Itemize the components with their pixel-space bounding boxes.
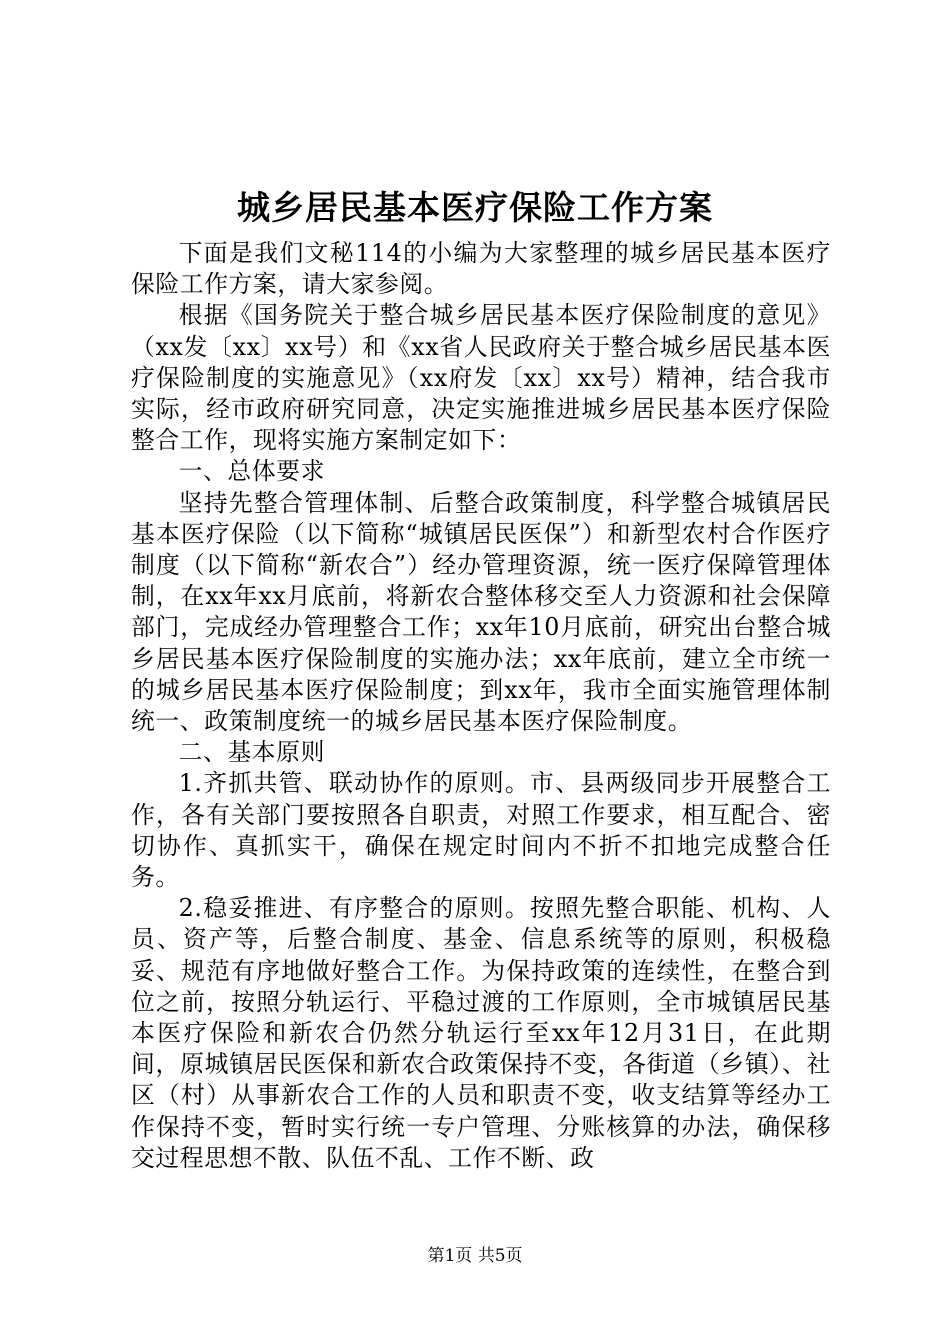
page-number-footer: 第1页 共5页 <box>427 1246 523 1266</box>
paragraph-overall-requirements: 坚持先整合管理体制、后整合政策制度，科学整合城镇居民基本医疗保险（以下简称“城镇居民医保”）和新型农村合作医疗制度（以下简称“新农合”）经办管理资源，统一医疗保障管理体制，在xx年xx月底前，将新农合整体移交至人力资源和社会保障部门，完成经办管理整合工作；xx年10月底前，研究出台整合城乡居民基本医疗保险制度的实施办法；xx年底前，建立全市统一的城乡居民基本医疗保险制度；到xx年，我市全面实施管理体制统一、政策制度统一的城乡居民基本医疗保险制度。 <box>131 488 831 736</box>
paragraph-principle-2: 2.稳妥推进、有序整合的原则。按照先整合职能、机构、人员、资产等，后整合制度、基金、信息系统等的原则，积极稳妥、规范有序地做好整合工作。为保持政策的连续性，在整合到位之前，按照分轨运行、平稳过渡的工作原则，全市城镇居民基本医疗保险和新农合仍然分轨运行至xx年12月31日，在此期间，原城镇居民医保和新农合政策保持不变，各街道（乡镇）、社区（村）从事新农合工作的人员和职责不变，收支结算等经办工作保持不变，暂时实行统一专户管理、分账核算的办法，确保移交过程思想不散、队伍不乱、工作不断、政 <box>131 894 831 1172</box>
paragraph-intro: 下面是我们文秘114的小编为大家整理的城乡居民基本医疗保险工作方案，请大家参阅。 <box>131 239 831 299</box>
section-heading-overall-requirements: 一、总体要求 <box>178 457 325 486</box>
paragraph-basis: 根据《国务院关于整合城乡居民基本医疗保险制度的意见》（xx发〔xx〕xx号）和《xx省人民政府关于整合城乡居民基本医疗保险制度的实施意见》（xx府发〔xx〕xx号）精神，结合我市实际，经市政府研究同意，决定实施推进城乡居民基本医疗保险整合工作，现将实施方案制定如下： <box>131 301 831 455</box>
document-title: 城乡居民基本医疗保险工作方案 <box>237 188 713 227</box>
document-body <box>131 238 831 1174</box>
section-heading-basic-principles: 二、基本原则 <box>178 738 325 767</box>
paragraph-principle-1: 1.齐抓共管、联动协作的原则。市、县两级同步开展整合工作，各有关部门要按照各自职责，对照工作要求，相互配合、密切协作、真抓实干，确保在规定时间内不折不扣地完成整合任务。 <box>131 769 831 892</box>
